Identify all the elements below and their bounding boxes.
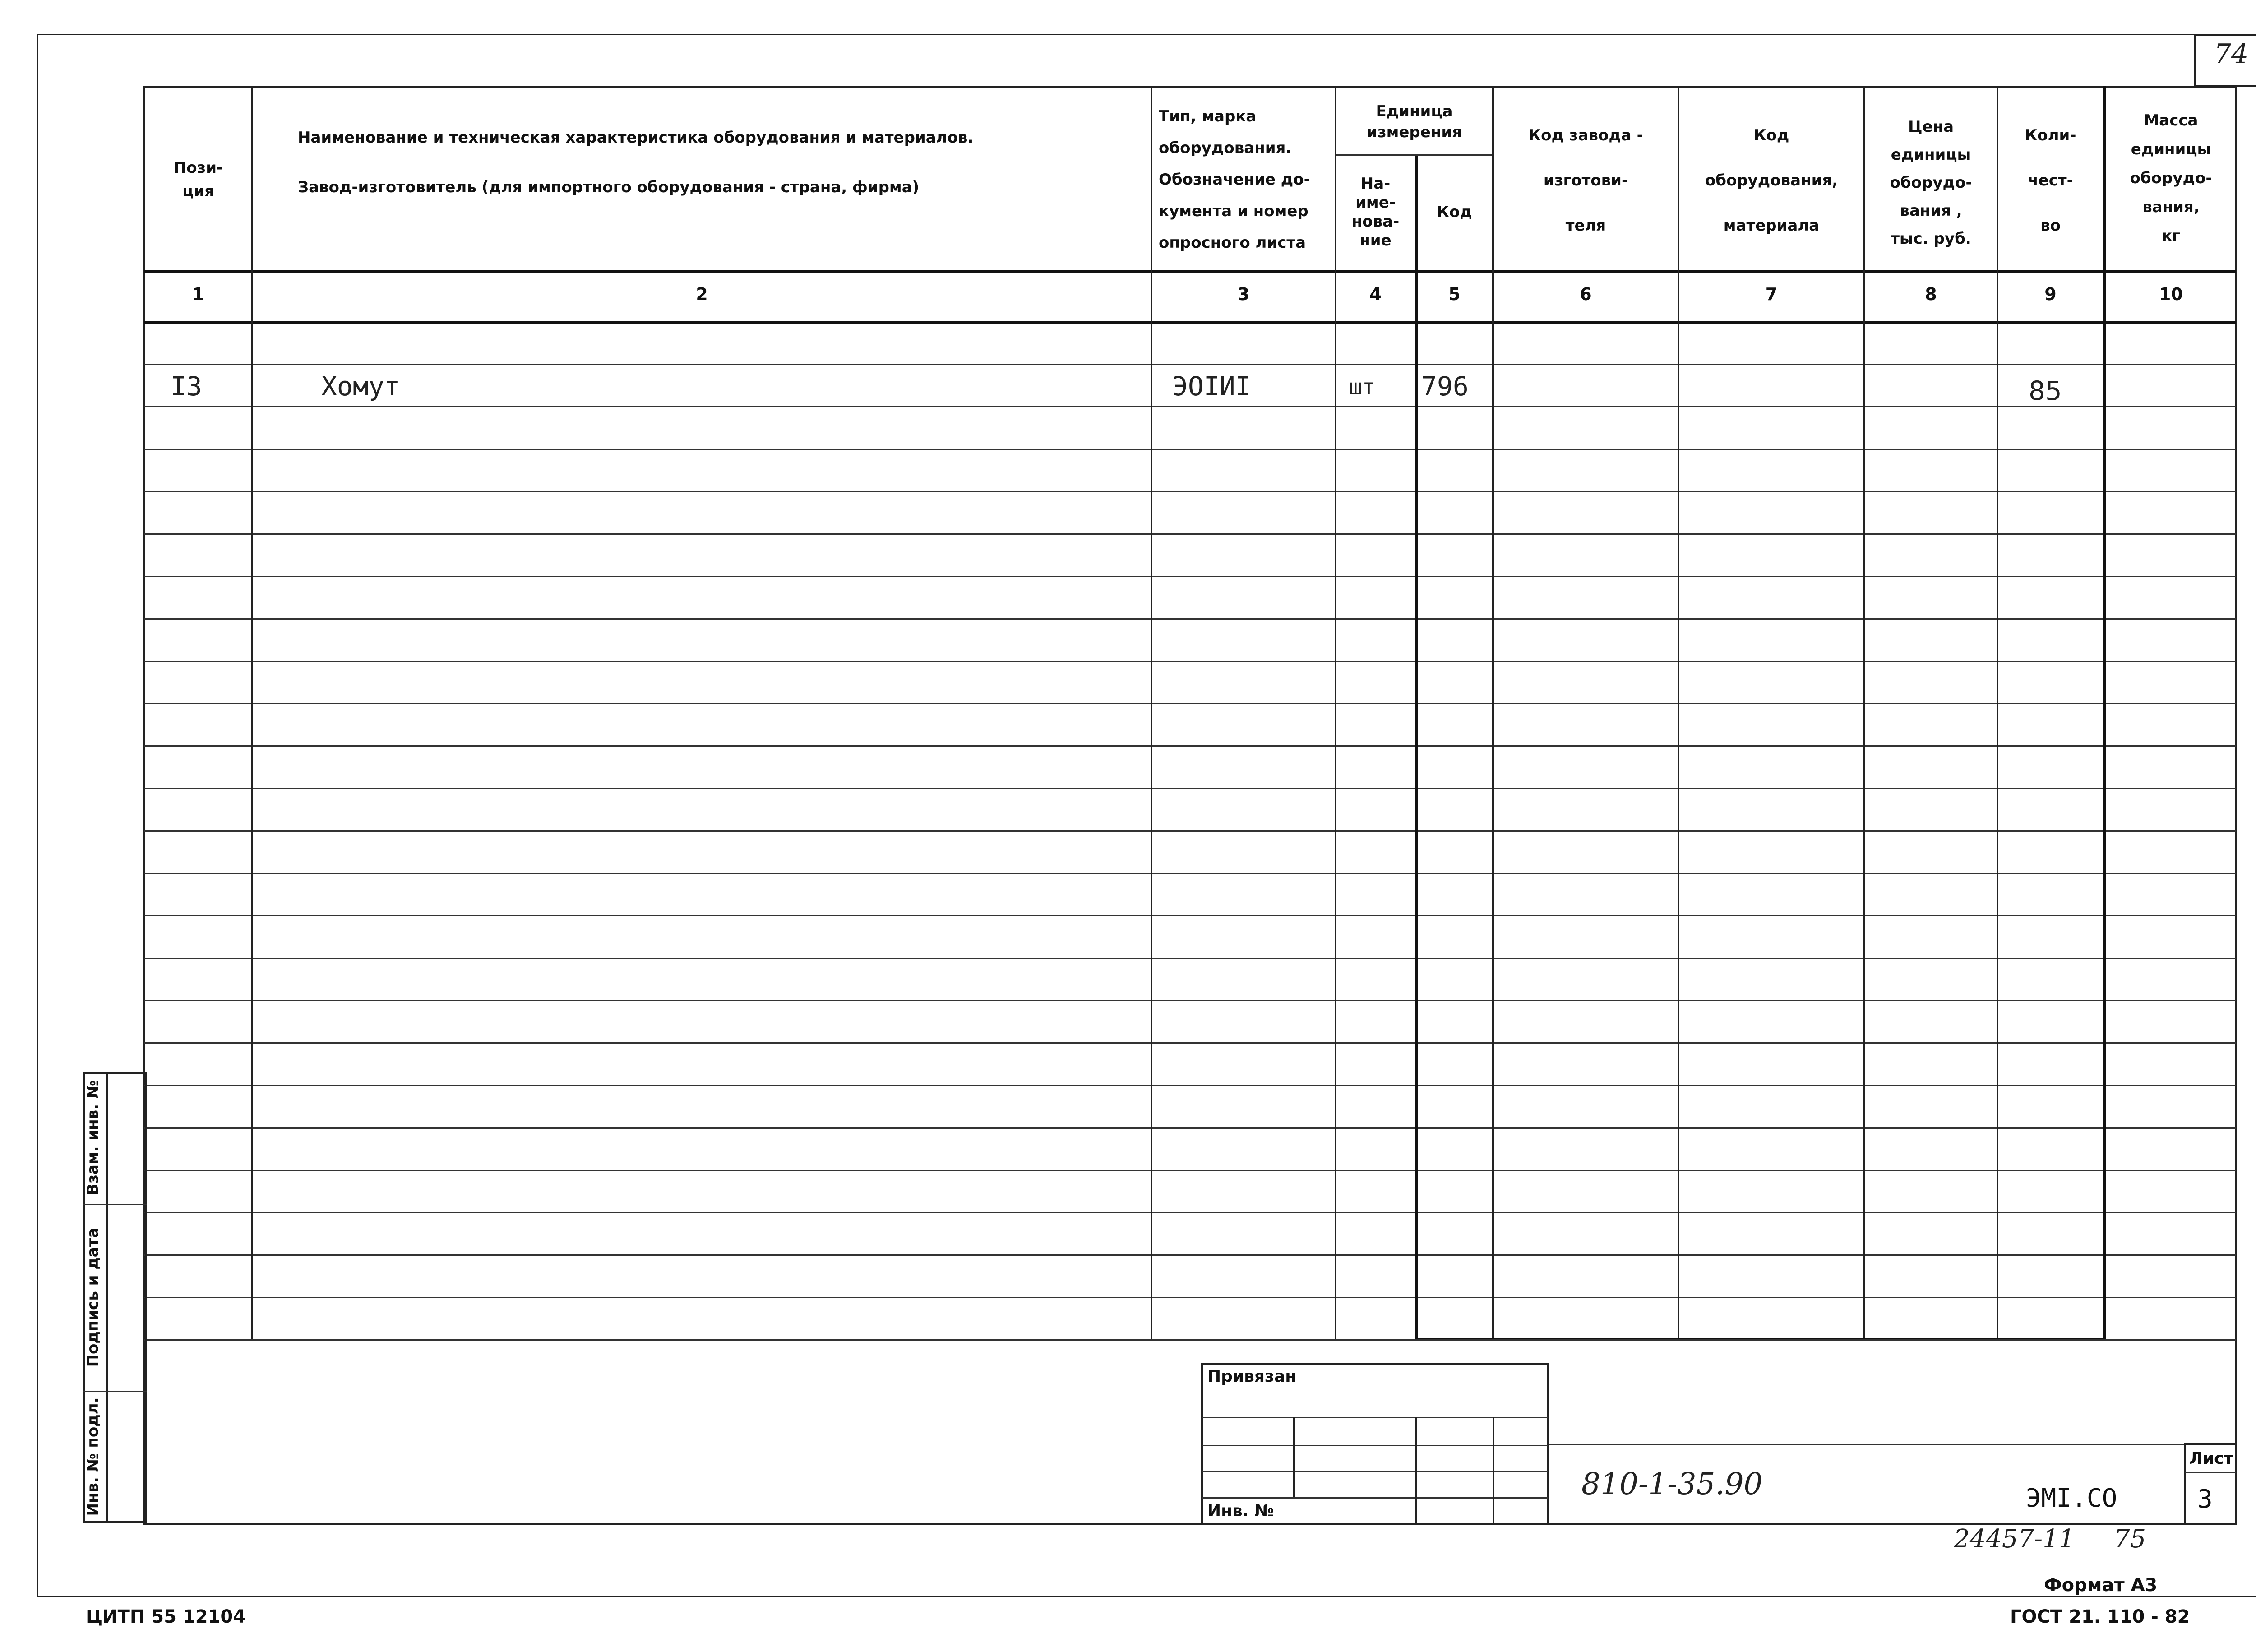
list-box-divider — [2185, 1472, 2236, 1473]
row-line-5 — [144, 533, 2236, 535]
row-line-8 — [144, 661, 2236, 662]
col-line-8 — [1997, 86, 1998, 1340]
row-type: ЭОIИI — [1172, 371, 1251, 402]
side-label-vzam: Взам. инв. № — [84, 1080, 102, 1195]
row-line-10 — [144, 745, 2236, 747]
header-mass: Масса единицы оборудо- вания, кг — [2130, 111, 2212, 245]
row-line-9 — [144, 703, 2236, 704]
privyazan-line-1 — [1202, 1417, 1548, 1418]
header-type: Тип, марка оборудования. Обозначение до- кумента и номер опросного листа — [1159, 107, 1310, 252]
row-line-21 — [144, 1212, 2236, 1213]
row-line-7 — [144, 618, 2236, 620]
row-line-4 — [144, 491, 2236, 492]
privyazan-v-3 — [1493, 1417, 1494, 1525]
stamp-top-line — [1549, 1444, 2237, 1445]
row-line-13 — [144, 873, 2236, 874]
row-line-22 — [144, 1254, 2236, 1256]
col-line-7 — [1863, 86, 1865, 1340]
col-line-2 — [1151, 86, 1152, 1340]
doc-mark: ЭМI.СО — [2026, 1484, 2117, 1513]
handwritten-page: 75 — [2114, 1524, 2146, 1554]
row-line-3 — [144, 449, 2236, 450]
doc-code: 810-1-35.90 — [1581, 1467, 1763, 1501]
col-line-9 — [2103, 86, 2106, 1340]
col-line-4 — [1415, 154, 1418, 1340]
handwritten-ref: 24457-11 — [1954, 1524, 2075, 1554]
row-line-20 — [144, 1170, 2236, 1171]
privyazan-label: Привязан — [1207, 1367, 1297, 1386]
row-line-17 — [144, 1042, 2236, 1044]
row-line-14 — [144, 915, 2236, 916]
colnum-bottom-line — [144, 321, 2236, 324]
side-strip-divider — [106, 1072, 108, 1523]
corner-number: 74 — [2214, 38, 2249, 70]
citp-label: ЦИТП 55 12104 — [86, 1606, 246, 1627]
col-line-6 — [1678, 86, 1679, 1340]
colnum-6: 6 — [1580, 284, 1592, 304]
colnum-10: 10 — [2159, 284, 2183, 304]
list-label: Лист — [2189, 1449, 2233, 1468]
colnum-7: 7 — [1765, 284, 1778, 304]
header-position: Пози- ция — [173, 158, 223, 200]
col-line-1 — [251, 86, 253, 1340]
side-label-podpis: Подпись и дата — [84, 1227, 102, 1367]
colnum-9: 9 — [2044, 284, 2057, 304]
privyazan-block — [1201, 1363, 1549, 1525]
list-number: 3 — [2197, 1485, 2213, 1514]
col-line-3 — [1335, 86, 1336, 1340]
privyazan-line-2 — [1202, 1445, 1548, 1446]
row-line-18 — [144, 1085, 2236, 1086]
privyazan-line-3 — [1202, 1471, 1548, 1472]
row-line-19 — [144, 1127, 2236, 1129]
row-line-11 — [144, 788, 2236, 789]
row-position: I3 — [171, 371, 202, 402]
row-unit-name: шт — [1349, 375, 1375, 400]
row-line-16 — [144, 1000, 2236, 1001]
privyazan-line-4 — [1202, 1497, 1548, 1499]
row-unit-code: 796 — [1421, 371, 1469, 402]
privyazan-v-2 — [1415, 1417, 1417, 1525]
header-quantity: Коли- чест- во — [2025, 126, 2076, 235]
row-quantity: 85 — [2029, 375, 2062, 406]
colnum-3: 3 — [1237, 284, 1250, 304]
inv-no-label: Инв. № — [1207, 1502, 1274, 1520]
gost-label: ГОСТ 21. 110 - 82 — [2010, 1606, 2190, 1627]
header-unit-group: Единица измерения — [1367, 102, 1462, 141]
colnum-4: 4 — [1369, 284, 1382, 304]
colnum-2: 2 — [696, 284, 708, 304]
side-strip-line-1 — [83, 1204, 147, 1205]
row-line-6 — [144, 576, 2236, 577]
row-line-15 — [144, 958, 2236, 959]
row-line-1 — [144, 364, 2236, 365]
row-line-2 — [144, 406, 2236, 407]
header-price: Цена единицы оборудо- вания , тыс. руб. — [1890, 118, 1972, 248]
col-line-5 — [1492, 86, 1494, 1340]
header-name: Наименование и техническая характеристика оборудования и материалов. Завод-изготовитель (для импортного оборудования - страна, фирма) — [298, 129, 974, 196]
colnum-5: 5 — [1448, 284, 1461, 304]
row-name: Хомут — [321, 371, 400, 402]
colnum-1: 1 — [192, 284, 204, 304]
privyazan-v-1 — [1293, 1417, 1295, 1497]
colnum-8: 8 — [1925, 284, 1937, 304]
header-unit-name: На- име- нова- ние — [1351, 175, 1400, 250]
header-equipment-code: Код оборудования, материала — [1705, 126, 1838, 235]
header-unit-code: Код — [1437, 203, 1472, 221]
header-bottom-line — [144, 270, 2236, 273]
row-line-12 — [144, 830, 2236, 832]
side-label-inv: Инв. № подл. — [84, 1397, 102, 1516]
row-line-23 — [144, 1297, 2236, 1298]
header-plant-code: Код завода - изготови- теля — [1528, 126, 1643, 235]
table-body-bottom — [144, 1339, 2236, 1341]
format-label: Формат А3 — [2044, 1575, 2158, 1596]
